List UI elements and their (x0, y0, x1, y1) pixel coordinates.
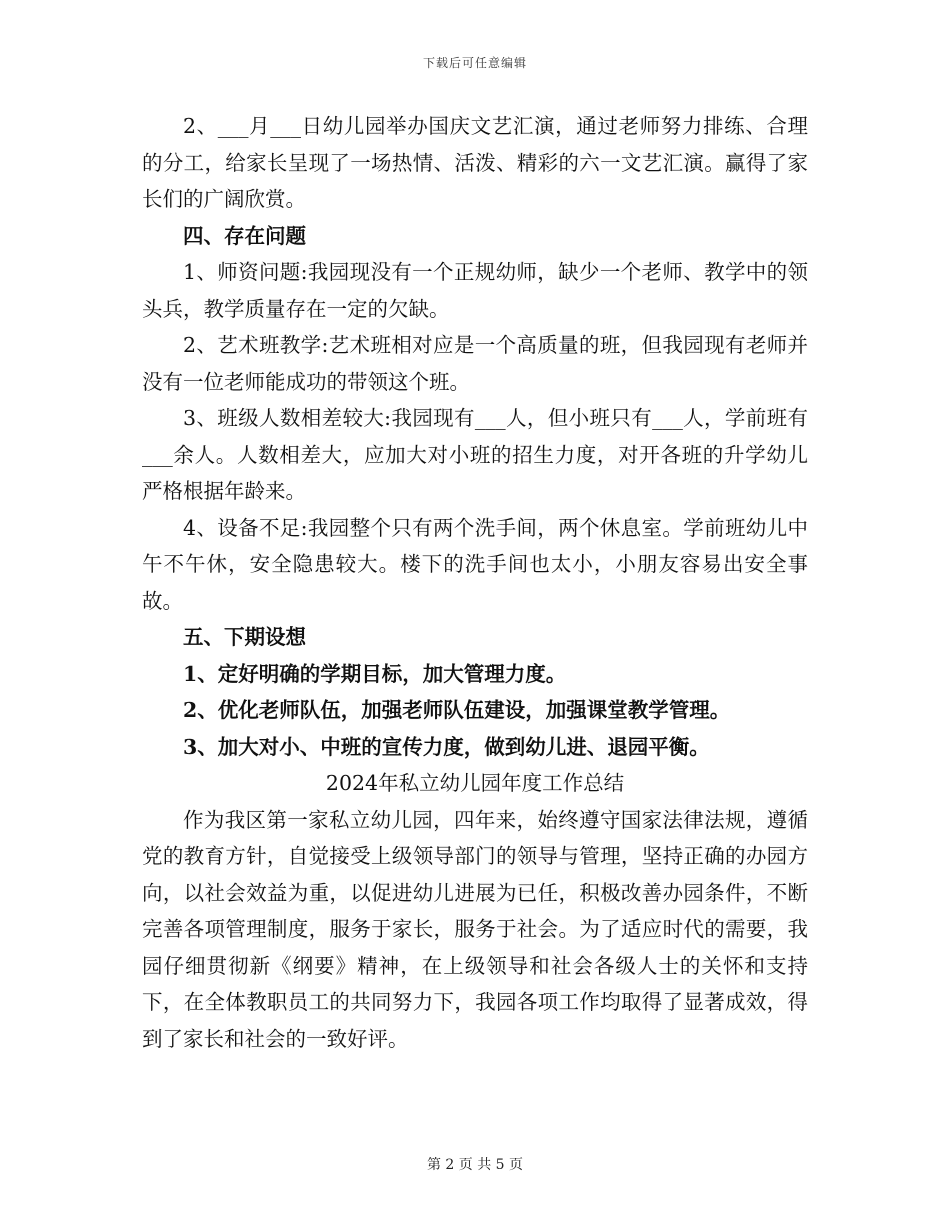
document-body (142, 108, 808, 1057)
paragraph-art-class-problem: 2、艺术班教学:艺术班相对应是一个高质量的班，但我园现有老师并没有一位老师能成功的带领这个班。 (142, 333, 808, 394)
plan-item-2: 2、优化老师队伍，加强老师队伍建设，加强课堂教学管理。 (183, 698, 731, 722)
plan-item-1: 1、定好明确的学期目标，加大管理力度。 (183, 661, 567, 686)
paragraph-national-day-performance: 2、___月___日幼儿园举办国庆文艺汇演，通过老师努力排练、合理的分工，给家长呈现了一场热情、活泼、精彩的六一文艺汇演。赢得了家长们的广阔欣赏。 (142, 114, 808, 211)
section-heading-existing-problems: 四、存在问题 (183, 223, 306, 248)
document-title: 2024年私立幼儿园年度工作总结 (325, 771, 625, 795)
plan-item-3: 3、加大对小、中班的宣传力度，做到幼儿进、退园平衡。 (183, 734, 710, 759)
paragraph-summary-intro: 作为我区第一家私立幼儿园，四年来，始终遵守国家法律法规，遵循党的教育方针，自觉接受上级领导部门的领导与管理，坚持正确的办园方向，以社会效益为重，以促进幼儿进展为已任，积极改善办园条件，不断完善各项管理制度，服务于家长，服务于社会。为了适应时代的需要，我园仔细贯彻新《纲要》精神，在上级领导和社会各级人士的关怀和支持下，在全体教职员工的共同努力下，我园各项工作均取得了显著成效，得到了家长和社会的一致好评。 (142, 807, 808, 1051)
page-footer: 第 2 页 共 5 页 (426, 1157, 524, 1173)
paragraph-class-size-problem: 3、班级人数相差较大:我园现有___人，但小班只有___人，学前班有___余人。人数相差大，应加大对小班的招生力度，对开各班的升学幼儿严格根据年龄来。 (142, 406, 808, 503)
page-header: 下载后可任意编辑 (422, 56, 527, 70)
paragraph-equipment-problem: 4、设备不足:我园整个只有两个洗手间，两个休息室。学前班幼儿中午不午休，安全隐患较大。楼下的洗手间也太小，小朋友容易出安全事故。 (142, 515, 808, 613)
section-heading-next-term-plan: 五、下期设想 (183, 625, 306, 649)
paragraph-teacher-problem: 1、师资问题:我园现没有一个正规幼师，缺少一个老师、教学中的领头兵，教学质量存在一定的欠缺。 (142, 260, 808, 321)
